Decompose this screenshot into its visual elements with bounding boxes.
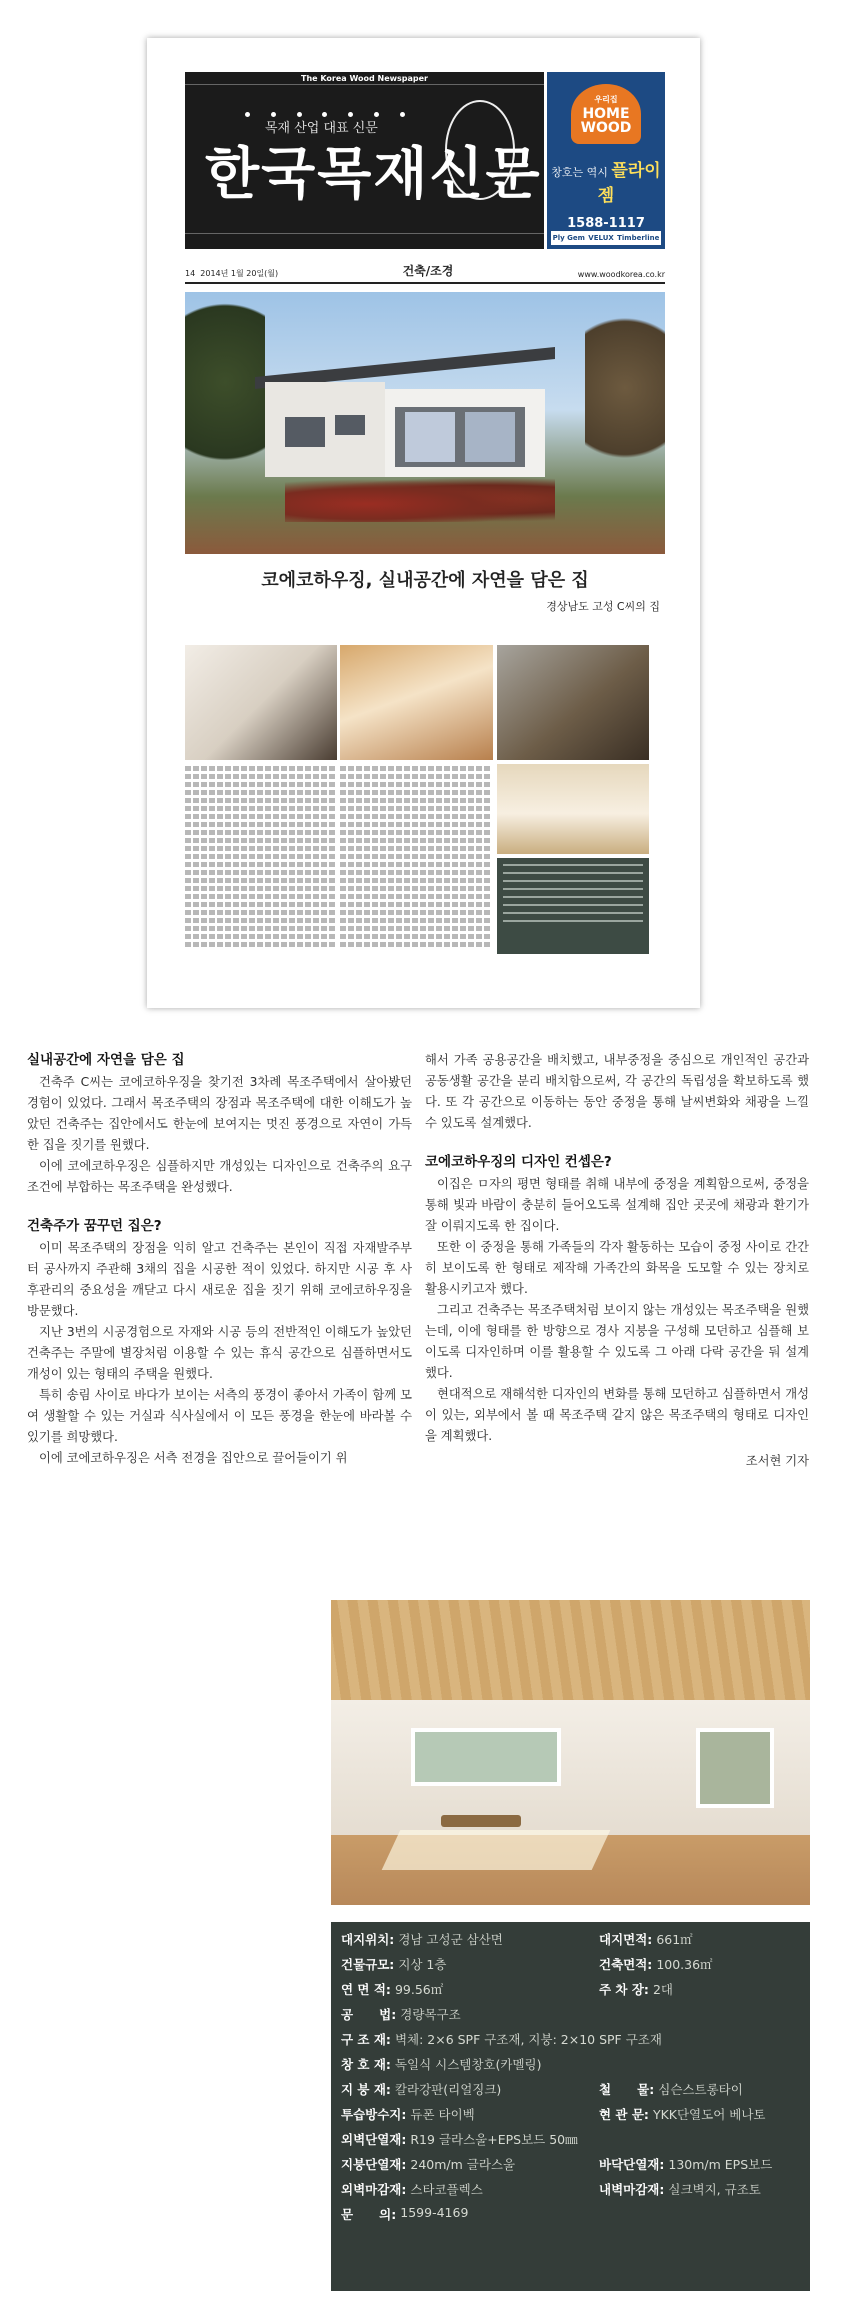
spec-row — [341, 2126, 800, 2151]
masthead-topline — [185, 72, 544, 85]
spec-label: 창 호 재: — [341, 2056, 391, 2072]
spec-table — [331, 1922, 810, 2291]
paragraph: 해서 가족 공용공간을 배치했고, 내부중정을 중심으로 개인적인 공간과 공동생활 공간을 분리 배치함으로써, 각 공간의 독립성을 확보하도록 했다. 또 각 공간으로 이동하는 동안 중정을 통해 날씨변화와 채광을 느낄 수 있도록 설계했다. — [425, 1053, 809, 1130]
window — [411, 1728, 561, 1786]
article-column-thumb-1 — [185, 766, 335, 954]
spec-row — [341, 2051, 800, 2076]
masthead-slogan: 목재 산업 대표 신문 — [265, 121, 378, 136]
spec-value: 2대 — [652, 1981, 673, 1997]
ad-brand-strip: Ply Gem VELUX Timberline — [551, 231, 661, 245]
ad-tagline: 창호는 역시 플라이젬 — [551, 161, 661, 206]
low-table — [441, 1815, 521, 1827]
living-room-photo — [340, 645, 493, 760]
article-column-thumb-2 — [340, 766, 492, 954]
masthead — [185, 72, 544, 249]
paragraph: 이에 코에코하우징은 심플하지만 개성있는 디자인으로 건축주의 요구조건에 부합하는 목조주택을 완성했다. — [27, 1159, 412, 1194]
spec-label: 내벽마감재: — [599, 2181, 665, 2197]
byline: 조서현 기자 — [745, 1454, 809, 1468]
spec-value: 1599-4169 — [400, 2204, 469, 2220]
paragraph: 현대적으로 재해석한 디자인의 변화를 통해 모던하고 심플하면서 개성이 있는, 외부에서 볼 때 목조주택 같지 않은 목조주택의 형태로 디자인을 계획했다. — [425, 1387, 809, 1443]
paragraph: 이에 코에코하우징은 서측 전경을 집안으로 끌어들이기 위 — [39, 1451, 348, 1465]
spec-label: 투습방수지: — [341, 2106, 407, 2122]
room-photo — [497, 764, 649, 854]
spec-value: 240m/m 글라스울 — [410, 2156, 516, 2172]
spec-value: 경량목구조 — [400, 2006, 461, 2022]
spec-row — [341, 2101, 800, 2126]
paragraph: 그리고 건축주는 목조주택처럼 보이지 않는 개성있는 목조주택을 원했는데, 이에 형태를 한 방향으로 경사 지붕을 구성해 모던하고 심플해 보이도록 디자인하며 이를 활용할 수 있도록 그 아래 다락 공간을 둬 설계했다. — [425, 1303, 809, 1380]
paragraph: 이집은 ㅁ자의 평면 형태를 취해 내부에 중정을 계획함으로써, 중정을 통해 빛과 바람이 충분히 들어오도록 설계해 집안 곳곳에 채광과 환기가 잘 이뤄지도록 한 집이다. — [425, 1177, 809, 1233]
spec-label: 주 차 장: — [599, 1981, 649, 1997]
spec-label: 건축면적: — [599, 1956, 653, 1972]
spec-value: 스타코플렉스 — [410, 2181, 483, 2197]
website: www.woodkorea.co.kr — [577, 270, 665, 279]
article-body — [27, 1050, 811, 1590]
spec-row — [341, 2076, 800, 2101]
section-heading: 코에코하우징의 디자인 컨셉은? — [425, 1154, 612, 1170]
spec-value: 독일식 시스템창호(카멜링) — [394, 2056, 542, 2072]
spec-value: 경남 고성군 삼산면 — [398, 1931, 503, 1947]
article-column-1 — [27, 1050, 412, 1469]
spec-label: 외벽단열재: — [341, 2131, 407, 2147]
spec-value: 지상 1층 — [398, 1956, 447, 1972]
home-wood-logo: 우리집 HOME WOOD — [571, 84, 641, 144]
spec-value: 벽체: 2×6 SPF 구조재, 지붕: 2×10 SPF 구조재 — [394, 2031, 662, 2047]
interior-photo — [331, 1600, 810, 1905]
spec-value: 99.56㎡ — [394, 1981, 444, 1997]
spec-row — [341, 2026, 800, 2051]
spec-label: 철 물: — [599, 2081, 655, 2097]
masthead-bottomline — [185, 233, 544, 249]
spec-row — [341, 2176, 800, 2201]
spec-value: 듀폰 타이벡 — [410, 2106, 475, 2122]
spec-label: 구 조 재: — [341, 2031, 391, 2047]
stair-interior-photo — [185, 645, 337, 760]
advertisement — [547, 72, 665, 249]
spec-label: 문 의: — [341, 2206, 397, 2222]
article-headline: 코에코하우징, 실내공간에 자연을 담은 집 — [261, 570, 589, 591]
section-heading: 실내공간에 자연을 담은 집 — [27, 1052, 185, 1068]
house-illustration — [255, 337, 555, 477]
spec-label: 공 법: — [341, 2006, 397, 2022]
spec-value: R19 글라스울+EPS보드 50㎜ — [410, 2131, 578, 2147]
section-heading: 건축주가 꿈꾸던 집은? — [27, 1218, 162, 1234]
article-subhead: 경상남도 고성 C씨의 집 — [546, 600, 660, 613]
article-column-2 — [425, 1050, 809, 1472]
spec-row — [341, 2151, 800, 2176]
spec-value: YKK단열도어 베나토 — [652, 2106, 766, 2122]
window — [696, 1728, 774, 1808]
paragraph: 또한 이 중정을 통해 가족들의 각자 활동하는 모습이 중정 사이로 간간히 보이도록 한 형태로 제작해 가족간의 화목을 도모할 수 있는 장치로 활용시키고자 했다. — [425, 1240, 809, 1296]
spec-row — [341, 2201, 800, 2226]
paragraph: 특히 송림 사이로 바다가 보이는 서측의 풍경이 좋아서 가족이 함께 모여 생활할 수 있는 거실과 식사실에서 이 모든 풍경을 한눈에 바라볼 수 있기를 희망했다. — [27, 1388, 412, 1444]
spec-value: 130m/m EPS보드 — [668, 2156, 773, 2172]
spec-row — [341, 1976, 800, 2001]
spec-row — [341, 1951, 800, 1976]
spec-value: 실크벽지, 규조토 — [668, 2181, 761, 2197]
paragraph: 이미 목조주택의 장점을 익히 알고 건축주는 본인이 직접 자재발주부터 공사까지 주관해 3채의 집을 시공한 적이 있었다. 하지만 시공 후 사후관리의 중요성을 깨닫고 다시 새로운 집을 짓기 위해 코에코하우징을 방문했다. — [27, 1241, 412, 1318]
spec-label: 대지면적: — [599, 1931, 653, 1947]
spec-label: 연 면 적: — [341, 1981, 391, 1997]
issue-date: 2014년 1월 20일(월) — [200, 269, 279, 278]
spec-value: 661㎡ — [656, 1931, 693, 1947]
spec-label: 현 관 문: — [599, 2106, 649, 2122]
courtyard-photo — [497, 645, 649, 760]
spec-value: 심슨스트롱타이 — [658, 2081, 743, 2097]
page-number: 14 — [185, 269, 196, 278]
paragraph: 건축주 C씨는 코에코하우징을 찾기전 3차례 목조주택에서 살아봤던 경험이 있었다. 그래서 목조주택의 장점과 목조주택에 대한 이해도가 높았던 건축주는 집안에서도 한눈에 보여지는 멋진 풍경으로 자연이 가득한 집을 짓기를 원했다. — [27, 1075, 412, 1152]
spec-value: 100.36㎡ — [656, 1956, 713, 1972]
spec-label: 지붕단열재: — [341, 2156, 407, 2172]
paragraph: 지난 3번의 시공경험으로 자재와 시공 등의 전반적인 이해도가 높았던 건축주는 주말에 별장처럼 이용할 수 있는 휴식 공간으로 심플하면서도 개성이 있는 형태의 주택을 원했다. — [27, 1325, 412, 1381]
newspaper-page — [147, 38, 700, 1008]
spec-label: 바닥단열재: — [599, 2156, 665, 2172]
spec-row — [341, 2001, 800, 2026]
spec-label: 대지위치: — [341, 1931, 395, 1947]
brand-english: The Korea Wood Newspaper — [300, 73, 428, 83]
ad-phone: 1588-1117 — [567, 216, 645, 231]
spec-label: 외벽마감재: — [341, 2181, 407, 2197]
spec-row — [341, 1926, 800, 1951]
spec-label: 지 붕 재: — [341, 2081, 391, 2097]
spec-table-thumbnail — [497, 858, 649, 954]
wood-ceiling — [331, 1600, 810, 1700]
spec-value: 칼라강판(리얼징크) — [394, 2081, 502, 2097]
section-name: 건축/조경 — [402, 264, 454, 278]
spec-label: 건물규모: — [341, 1956, 395, 1972]
newspaper-title: 한국목재신문 — [205, 141, 542, 207]
page-header-rule — [185, 264, 665, 284]
house-exterior-photo — [185, 292, 665, 554]
